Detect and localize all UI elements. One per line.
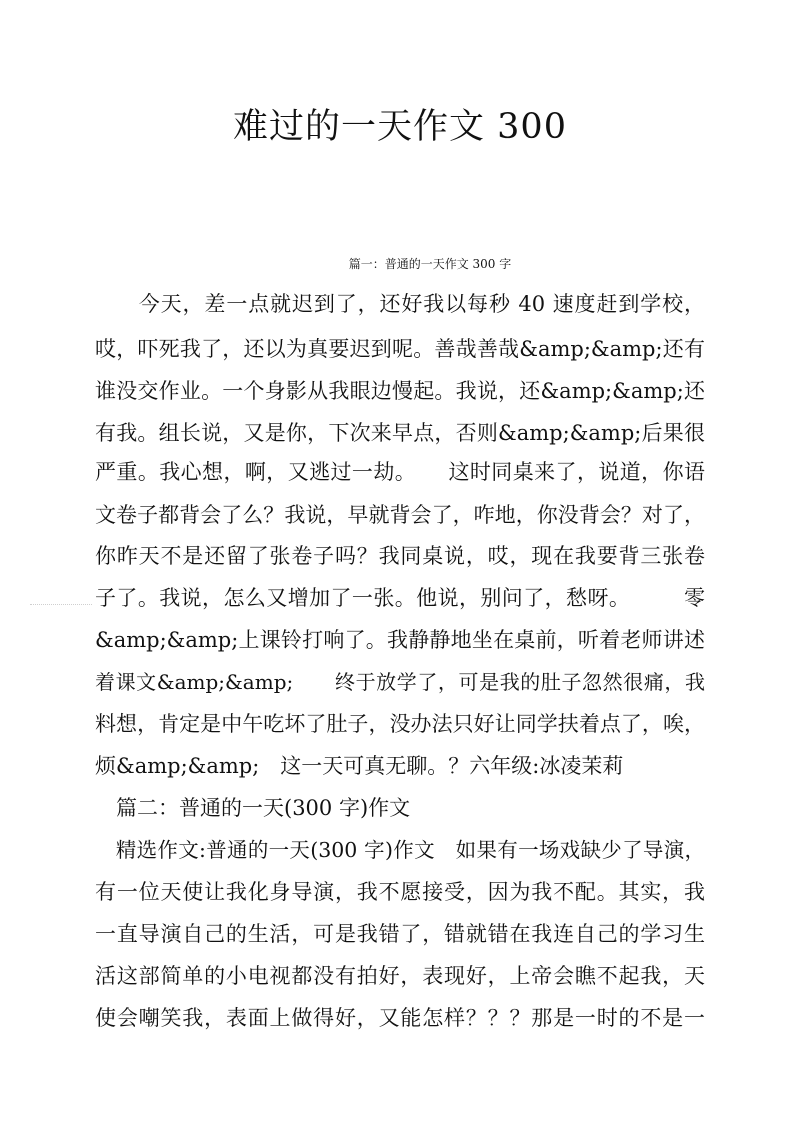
section1-line-6: 文卷子都背会了么？我说，早就背会了，咋地，你没背会？对了， <box>95 503 705 527</box>
section1-line-1: 今天，差一点就迟到了，还好我以每秒 40 速度赶到学校， <box>95 292 705 316</box>
section1-line-5: 严重。我心想，啊，又逃过一劫。 这时同桌来了，说道，你语 <box>95 460 705 484</box>
dotted-divider <box>30 604 92 605</box>
section1-line-7: 你昨天不是还留了张卷子吗？我同桌说，哎，现在我要背三张卷 <box>95 544 705 568</box>
section1-line-4: 有我。组长说，又是你，下次来早点，否则&amp;&amp;后果很 <box>95 421 705 445</box>
section1-heading: 篇一：普通的一天作文 300 字 <box>348 257 512 271</box>
section1-line-12: 烦&amp;&amp; 这一天可真无聊。？六年级:冰凌茉莉 <box>95 754 624 778</box>
section2-line-2: 有一位天使让我化身导演，我不愿接受，因为我不配。其实，我 <box>95 880 705 904</box>
section1-line-3: 谁没交作业。一个身影从我眼边慢起。我说，还&amp;&amp;还 <box>95 379 705 403</box>
section1-line-8: 子了。我说，怎么又增加了一张。他说，别问了，愁呀。 零 <box>95 586 705 610</box>
section2-line-1: 精选作文:普通的一天(300 字)作文 如果有一场戏缺少了导演， <box>95 838 705 862</box>
section2-heading: 篇二：普通的一天(300 字)作文 <box>95 796 411 820</box>
section1-line-10: 着课文&amp;&amp; 终于放学了，可是我的肚子忽然很痛，我 <box>95 670 705 694</box>
section1-line-9: &amp;&amp;上课铃打响了。我静静地坐在桌前，听着老师讲述 <box>95 628 705 652</box>
section2-line-4: 活这部简单的小电视都没有拍好，表现好，上帝会瞧不起我，天 <box>95 964 705 988</box>
section2-line-5: 使会嘲笑我，表面上做得好，又能怎样？？？那是一时的不是一 <box>95 1006 705 1030</box>
section2-line-3: 一直导演自己的生活，可是我错了，错就错在我连自己的学习生 <box>95 922 705 946</box>
section1-line-2: 哎，吓死我了，还以为真要迟到呢。善哉善哉&amp;&amp;还有 <box>95 337 705 361</box>
section1-line-11: 料想，肯定是中午吃坏了肚子，没办法只好让同学扶着点了，唉， <box>95 712 705 736</box>
document-title: 难过的一天作文 300 <box>233 107 567 147</box>
